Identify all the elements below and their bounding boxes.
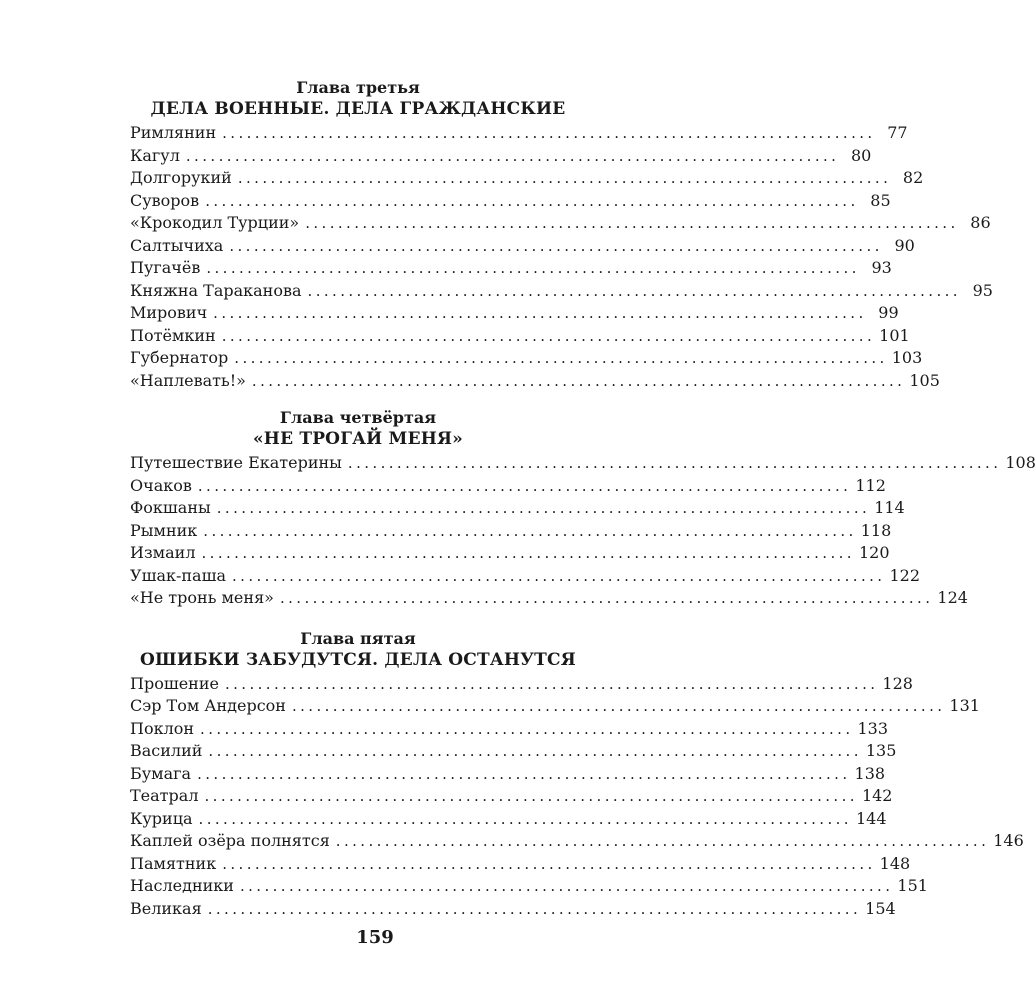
toc-entry xyxy=(130,167,924,190)
toc-entry-page: 118 xyxy=(860,520,892,540)
toc-entry-page: 135 xyxy=(865,741,897,760)
page-number: 159 xyxy=(356,927,394,948)
toc-entry xyxy=(130,235,915,258)
chapter-five xyxy=(130,628,1024,921)
toc-entry xyxy=(130,808,887,831)
dot-leader: ................................................................................ xyxy=(222,854,876,873)
dot-leader: ................................................................................ xyxy=(347,454,1002,472)
toc-entry-page: 93 xyxy=(871,258,892,277)
chapter-title: ОШИБКИ ЗАБУДУТСЯ. ДЕЛА ОСТАНУТСЯ xyxy=(140,649,576,670)
dot-leader: ................................................................................ xyxy=(335,832,990,850)
toc-entry-page: 128 xyxy=(882,673,913,693)
toc-entry-page: 154 xyxy=(865,898,896,918)
toc-entry xyxy=(130,853,911,876)
chapter-entries xyxy=(130,673,1024,921)
toc-entry xyxy=(130,302,899,325)
dot-leader: ................................................................................ xyxy=(204,787,858,805)
toc-entry-page: 77 xyxy=(887,123,908,142)
toc-entry-title: Путешествие Екатерины xyxy=(130,452,348,475)
toc-entry-page: 138 xyxy=(854,763,886,783)
toc-entry-page: 112 xyxy=(855,475,886,495)
toc-entry-page: 120 xyxy=(858,543,890,562)
dot-leader: ................................................................................ xyxy=(239,877,894,895)
toc-entry-title: Театрал xyxy=(130,785,204,808)
toc-entry-title: Римлянин xyxy=(130,122,222,145)
dot-leader: ................................................................................ xyxy=(305,214,959,232)
chapter-entries xyxy=(130,122,993,392)
toc-entry xyxy=(130,587,968,610)
toc-entry xyxy=(130,898,896,921)
chapter-entries xyxy=(130,452,1036,610)
dot-leader: ................................................................................ xyxy=(307,281,961,300)
toc-entry xyxy=(130,740,897,763)
toc-entry xyxy=(130,212,991,235)
chapter-label: Глава четвёртая xyxy=(279,408,437,427)
chapter-title: ДЕЛА ВОЕННЫЕ. ДЕЛА ГРАЖДАНСКИЕ xyxy=(150,99,566,119)
dot-leader: ................................................................................ xyxy=(208,742,862,760)
toc-entry xyxy=(130,145,872,168)
toc-entry xyxy=(130,257,892,280)
toc-entry-page: 122 xyxy=(889,565,920,585)
toc-entry-title: Рымник xyxy=(130,520,203,543)
toc-entry-title: Василий xyxy=(130,740,208,763)
toc-entry-title: Наследники xyxy=(130,875,240,898)
dot-leader: ................................................................................ xyxy=(197,764,851,783)
toc-entry-title: Прошение xyxy=(130,673,225,696)
toc-entry-title: Фокшаны xyxy=(130,497,217,520)
toc-entry-page: 133 xyxy=(857,718,889,738)
toc-entry-page: 108 xyxy=(1005,453,1036,472)
dot-leader: ................................................................................ xyxy=(229,236,883,255)
toc-entry xyxy=(130,695,980,718)
toc-entry-title: Кагул xyxy=(130,145,186,168)
toc-entry-page: 148 xyxy=(879,853,911,873)
toc-entry-title: Курица xyxy=(130,808,199,831)
toc-entry xyxy=(130,718,889,741)
chapter-title: «НЕ ТРОГАЙ МЕНЯ» xyxy=(252,429,464,449)
toc-entry xyxy=(130,497,905,520)
toc-entry-page: 144 xyxy=(855,808,887,828)
toc-entry-title: Салтычиха xyxy=(130,235,229,258)
toc-entry-title: Мирович xyxy=(130,302,213,325)
toc-entry-page: 95 xyxy=(972,280,993,300)
toc-entry-page: 131 xyxy=(949,696,980,715)
chapter-label: Глава пятая xyxy=(300,628,416,648)
toc-entry xyxy=(130,542,890,565)
toc-entry-title: Ушак-паша xyxy=(130,565,232,588)
table-of-contents xyxy=(130,78,1036,920)
toc-entry-title: Измаил xyxy=(130,542,202,565)
toc-entry-page: 90 xyxy=(894,235,915,255)
toc-entry xyxy=(130,325,910,348)
dot-leader: ................................................................................ xyxy=(251,371,906,390)
toc-entry-title: Бумага xyxy=(130,763,197,786)
dot-leader: ................................................................................ xyxy=(197,476,852,495)
toc-entry xyxy=(130,190,891,213)
toc-entry xyxy=(130,763,886,786)
dot-leader: ................................................................................ xyxy=(291,697,946,715)
dot-leader: ................................................................................ xyxy=(200,719,854,738)
toc-entry-title: Суворов xyxy=(130,190,205,213)
toc-entry-title: Пугачёв xyxy=(130,257,206,280)
dot-leader: ................................................................................ xyxy=(216,499,871,517)
toc-entry-page: 101 xyxy=(879,325,910,345)
toc-entry-page: 82 xyxy=(902,168,924,187)
toc-entry-title: Поклон xyxy=(130,718,200,741)
toc-entry-page: 105 xyxy=(909,370,940,390)
toc-entry-title: «Не тронь меня» xyxy=(130,587,280,610)
toc-entry xyxy=(130,347,923,370)
chapter-three xyxy=(130,78,993,392)
dot-leader: ................................................................................ xyxy=(221,326,876,345)
dot-leader: ................................................................................ xyxy=(232,566,886,585)
toc-entry xyxy=(130,875,928,898)
dot-leader: ................................................................................ xyxy=(198,809,852,828)
toc-entry-title: «Наплевать!» xyxy=(130,370,252,393)
toc-entry xyxy=(130,673,913,696)
dot-leader: ................................................................................ xyxy=(279,589,934,607)
toc-entry xyxy=(130,280,993,303)
toc-entry-page: 80 xyxy=(850,145,872,165)
toc-entry xyxy=(130,565,920,588)
dot-leader: ................................................................................ xyxy=(205,191,859,210)
toc-entry-title: Великая xyxy=(130,898,208,921)
toc-entry-page: 85 xyxy=(870,190,891,210)
dot-leader: ................................................................................ xyxy=(185,146,840,165)
dot-leader: ................................................................................ xyxy=(234,349,888,367)
toc-entry-page: 146 xyxy=(993,831,1024,850)
toc-entry xyxy=(130,785,893,808)
toc-entry xyxy=(130,475,886,498)
dot-leader: ................................................................................ xyxy=(206,259,860,277)
toc-entry-title: Каплей озёра полнятся xyxy=(130,830,336,853)
chapter-label: Глава третья xyxy=(296,78,420,97)
dot-leader: ................................................................................ xyxy=(201,544,855,562)
toc-entry-title: Губернатор xyxy=(130,347,234,370)
toc-entry-page: 114 xyxy=(874,498,905,517)
toc-entry-title: Памятник xyxy=(130,853,222,876)
dot-leader: ................................................................................ xyxy=(222,124,876,142)
dot-leader: ................................................................................ xyxy=(213,304,867,322)
chapter-four xyxy=(130,408,1036,610)
toc-entry-page: 124 xyxy=(937,588,968,607)
toc-entry-page: 142 xyxy=(861,786,893,805)
toc-entry-title: «Крокодил Турции» xyxy=(130,212,305,235)
dot-leader: ................................................................................ xyxy=(224,674,879,693)
toc-entry xyxy=(130,370,940,393)
toc-entry-page: 151 xyxy=(897,876,928,895)
dot-leader: ................................................................................ xyxy=(207,899,862,918)
toc-entry xyxy=(130,830,1024,853)
toc-entry-page: 99 xyxy=(878,303,899,322)
toc-entry-title: Потёмкин xyxy=(130,325,222,348)
toc-entry-page: 86 xyxy=(970,213,991,232)
toc-entry-title: Княжна Тараканова xyxy=(130,280,308,303)
toc-entry xyxy=(130,520,892,543)
dot-leader: ................................................................................ xyxy=(203,521,857,540)
toc-entry-title: Долгорукий xyxy=(130,167,238,190)
toc-entry xyxy=(130,122,908,145)
toc-entry-title: Сэр Том Андерсон xyxy=(130,695,292,718)
toc-entry-page: 103 xyxy=(891,348,923,367)
toc-entry-title: Очаков xyxy=(130,475,198,498)
dot-leader: ................................................................................ xyxy=(237,169,892,187)
toc-entry xyxy=(130,452,1036,475)
